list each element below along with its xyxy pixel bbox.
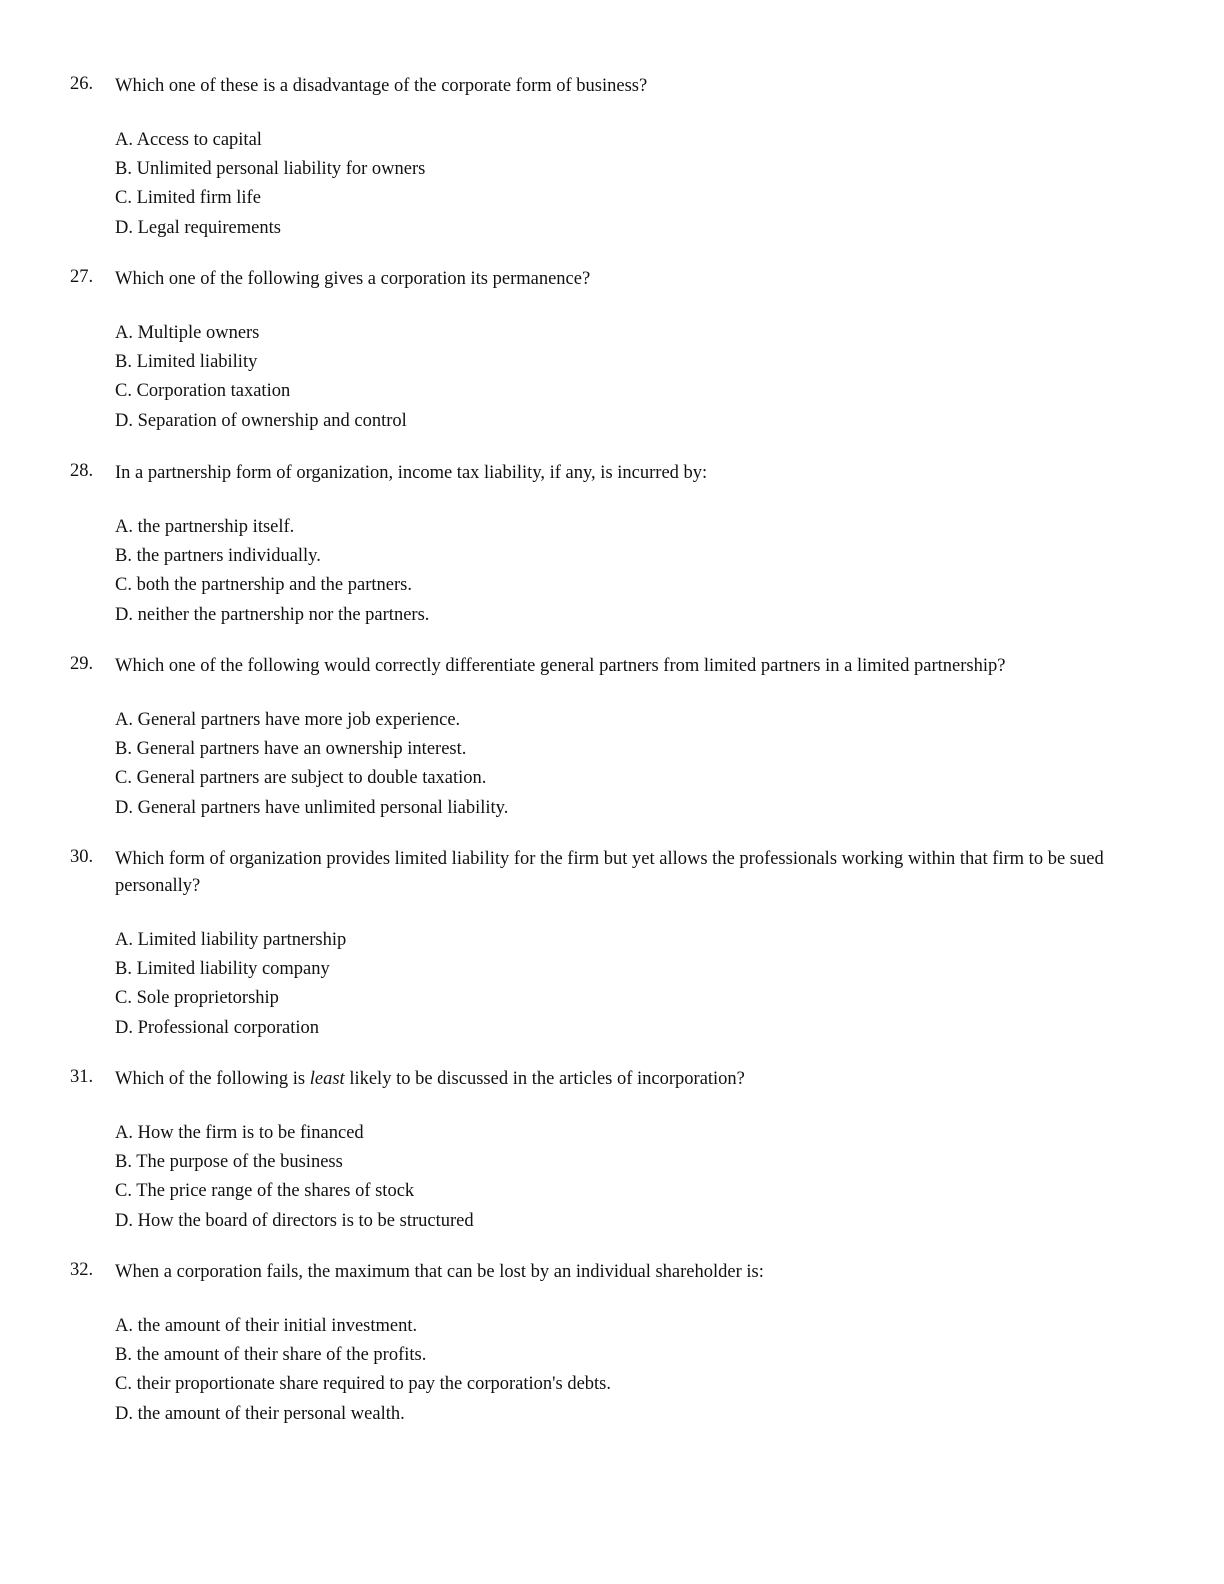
option-a: A. the amount of their initial investment.	[115, 1316, 418, 1336]
option-a: A. How the firm is to be financed	[115, 1123, 364, 1143]
option-d: D. the amount of their personal wealth.	[115, 1403, 405, 1424]
question-text: Which one of these is a disadvantage of the corporate form of business?	[115, 76, 648, 96]
question-text: Which form of organization provides limited liability for the firm but yet allows the professionals working within that firm to be sued personally?	[115, 849, 1104, 896]
question-text: Which one of the following gives a corporation its permanence?	[115, 269, 591, 289]
answer-options	[115, 709, 508, 826]
question-text: In a partnership form of organization, income tax liability, if any, is incurred by:	[115, 463, 708, 483]
question-30	[0, 846, 1224, 1038]
question-text	[115, 1066, 1145, 1093]
answer-options	[115, 129, 425, 246]
option-d: D. neither the partnership nor the partners.	[115, 604, 430, 625]
question-number: 30.	[70, 847, 94, 867]
option-d: D. How the board of directors is to be structured	[115, 1210, 474, 1231]
option-c: C. their proportionate share required to pay the corporation's debts.	[115, 1374, 612, 1395]
question-number: 32.	[70, 1260, 94, 1280]
question-text: Which one of the following would correctly differentiate general partners from limited partners in a limited partnership?	[115, 656, 1006, 676]
option-b: B. Unlimited personal liability for owners	[115, 159, 426, 180]
option-c: C. Corporation taxation	[115, 381, 291, 402]
question-text-after: likely to be discussed in the articles of incorporation?	[344, 1069, 745, 1089]
option-a: A. Access to capital	[115, 130, 262, 150]
option-b: B. The purpose of the business	[115, 1152, 343, 1173]
option-c: C. both the partnership and the partners.	[115, 575, 412, 596]
question-number: 28.	[70, 461, 94, 481]
option-c: C. Limited firm life	[115, 188, 261, 209]
option-b: B. General partners have an ownership interest.	[115, 739, 467, 760]
option-b: B. the partners individually.	[115, 546, 321, 567]
question-number: 29.	[70, 654, 94, 674]
question-27	[0, 266, 1224, 431]
option-c: C. Sole proprietorship	[115, 988, 279, 1009]
answer-options	[115, 1122, 474, 1239]
answer-options	[115, 322, 407, 439]
option-b: B. Limited liability company	[115, 959, 330, 980]
option-c: C. General partners are subject to double taxation.	[115, 768, 487, 789]
option-d: D. General partners have unlimited personal liability.	[115, 797, 509, 818]
question-29	[0, 653, 1224, 818]
question-28	[0, 460, 1224, 625]
answer-options	[115, 929, 346, 1046]
option-a: A. Limited liability partnership	[115, 930, 347, 950]
question-text-before: Which of the following is	[115, 1069, 310, 1089]
question-text: When a corporation fails, the maximum that can be lost by an individual shareholder is:	[115, 1262, 764, 1282]
question-32	[0, 1259, 1224, 1424]
option-a: A. Multiple owners	[115, 323, 260, 343]
answer-options	[115, 1315, 611, 1432]
option-a: A. the partnership itself.	[115, 517, 295, 537]
question-number: 27.	[70, 267, 94, 287]
option-c: C. The price range of the shares of stock	[115, 1181, 415, 1202]
question-number: 31.	[70, 1067, 94, 1087]
option-d: D. Separation of ownership and control	[115, 410, 407, 431]
option-a: A. General partners have more job experience.	[115, 710, 461, 730]
option-d: D. Professional corporation	[115, 1017, 319, 1038]
question-text-emphasis: least	[309, 1069, 345, 1089]
question-26	[0, 73, 1224, 238]
option-b: B. the amount of their share of the profits.	[115, 1345, 427, 1366]
option-d: D. Legal requirements	[115, 217, 281, 238]
option-b: B. Limited liability	[115, 352, 258, 373]
answer-options	[115, 516, 429, 633]
question-31	[0, 1066, 1224, 1231]
question-number: 26.	[70, 74, 94, 94]
